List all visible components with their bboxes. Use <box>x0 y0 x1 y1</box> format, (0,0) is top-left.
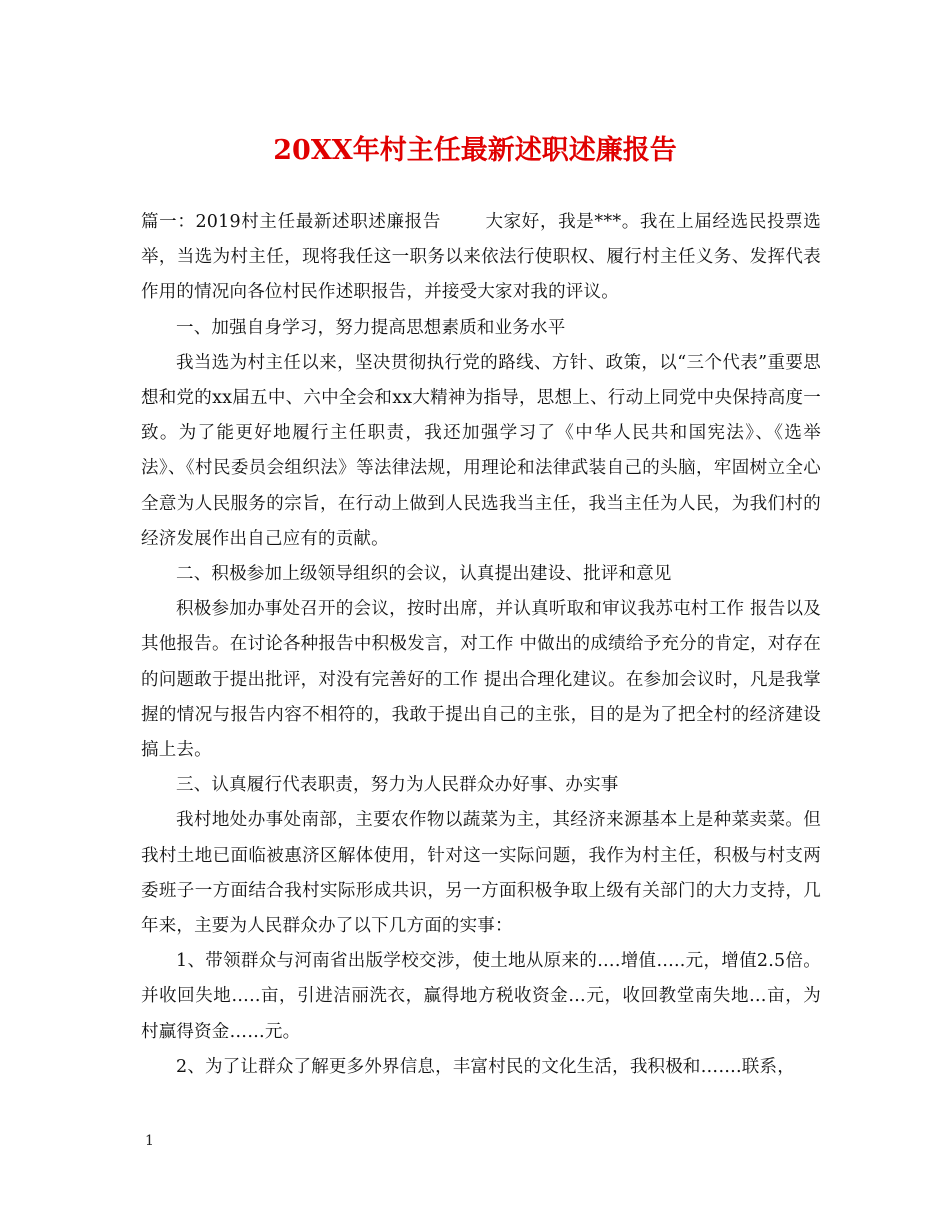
body-paragraph-1: 我当选为村主任以来，坚决贯彻执行党的路线、方针、政策，以“三个代表”重要思想和党的xx届五中、六中全会和xx大精神为指导，思想上、行动上同党中央保持高度一致。为了能更好地履行主任职责，我还加强学习了《中华人民共和国宪法》、《选举法》、《村民委员会组织法》等法律法规，用理论和法律武装自己的头脑，牢固树立全心全意为人民服务的宗旨，在行动上做到人民选我当主任，我当主任为人民，为我们村的经济发展作出自己应有的贡献。 <box>141 352 821 549</box>
intro-paragraph <box>141 205 821 311</box>
list-item-1: 1、带领群众与河南省出版学校交涉，使土地从原来的….增值…..元，增值2.5倍。并收回失地…..亩，引进洁丽洗衣，赢得地方税收资金…元，收回教堂南失地…亩，为村赢得资金……元。 <box>141 951 821 1042</box>
intro-text: 大家好，我是***。我在上届经选民投票选举，当选为村主任，现将我任这一职务以来依法行使职权、履行村主任义务、发挥代表作用的情况向各位村民作述职报告，并接受大家对我的评议。 <box>141 212 822 303</box>
section-heading-1: 一、加强自身学习，努力提高思想素质和业务水平 <box>176 317 566 338</box>
document-title: 20XX年村主任最新述职述廉报告 <box>273 135 677 166</box>
document-body <box>141 205 821 1085</box>
section-heading-2: 二、积极参加上级领导组织的会议，认真提出建设、批评和意见 <box>176 564 672 585</box>
page-number: 1 <box>145 1133 154 1149</box>
intro-label: 篇一：2019村主任最新述职述廉报告 <box>141 212 442 232</box>
section-heading-3: 三、认真履行代表职责，努力为人民群众办好事、办实事 <box>176 775 619 796</box>
list-item-2: 2、为了让群众了解更多外界信息，丰富村民的文化生活，我积极和…….联系， <box>176 1056 795 1077</box>
body-paragraph-2: 积极参加办事处召开的会议，按时出席，并认真听取和审议我苏屯村工作 报告以及其他报告。在讨论各种报告中积极发言，对工作 中做出的成绩给予充分的肯定，对存在的问题敢于提出批评，对没有完善好的工作 提出合理化建议。在参加会议时，凡是我掌握的情况与报告内容不相符的，我敢于提出自己的主张，目的是为了把全村的经济建设搞上去。 <box>141 599 821 761</box>
body-paragraph-3: 我村地处办事处南部，主要农作物以蔬菜为主，其经济来源基本上是种菜卖菜。但我村土地已面临被惠济区解体使用，针对这一实际问题，我作为村主任，积极与村支两委班子一方面结合我村实际形成共识，另一方面积极争取上级有关部门的大力支持，几年来，主要为人民群众办了以下几方面的实事： <box>141 810 821 937</box>
